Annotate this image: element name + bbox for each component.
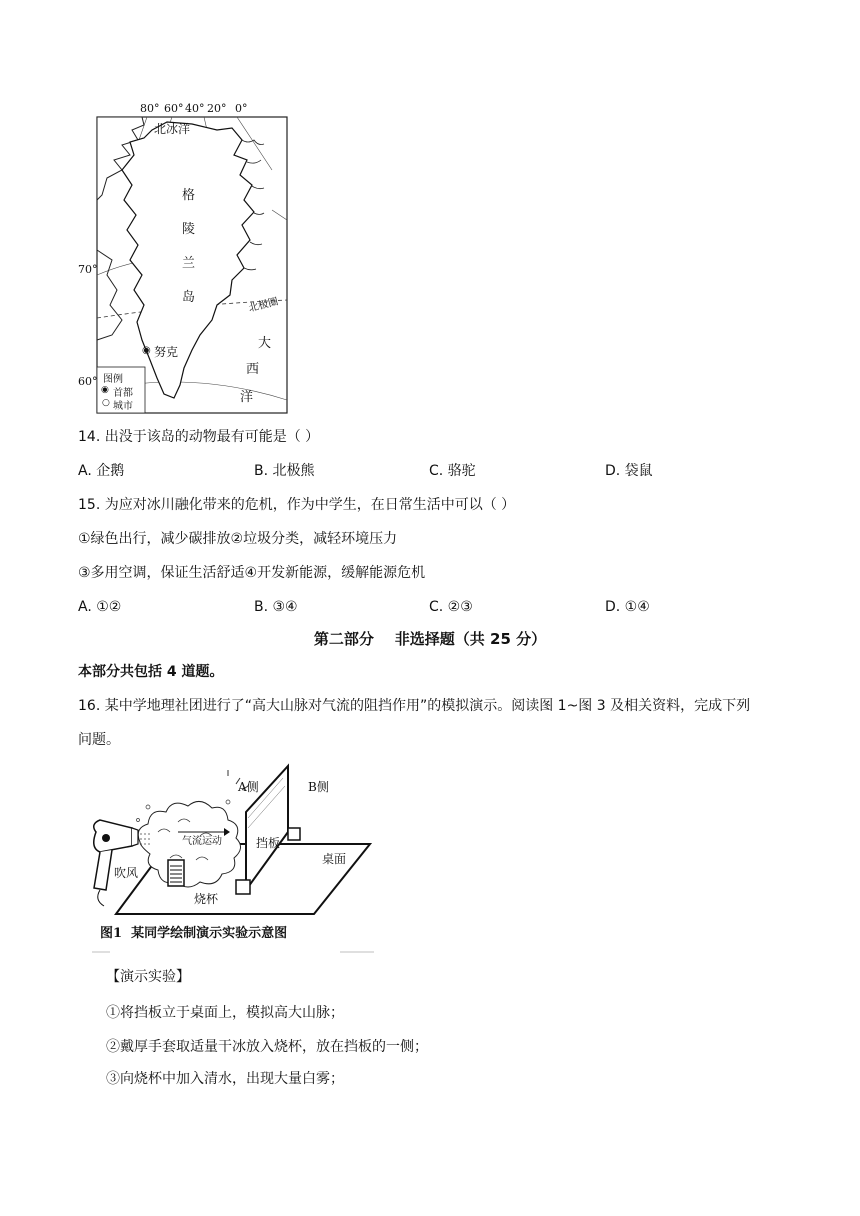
legend-city-icon: ○ (102, 398, 110, 408)
dryer-label: 吹风 (114, 866, 139, 880)
island-char-2: 陵 (182, 222, 196, 237)
figure-1-caption: 图1 某同学绘制演示实验示意图 (100, 926, 288, 941)
capital-dot-icon: ◉ (142, 345, 151, 356)
q16-stem-line1: 16. 某中学地理社团进行了“高大山脉对气流的阻挡作用”的模拟演示。阅读图 1~图 3 及相关资料，完成下列 (78, 698, 751, 714)
lon-label-40: 40° (185, 102, 205, 115)
q14-option-a: A. 企鹅 (78, 463, 125, 479)
q15-option-d: D. ①④ (605, 599, 650, 615)
atlantic-char-1: 大 (258, 336, 272, 351)
demo-step-3: ③向烧杯中加入清水，出现大量白雾； (106, 1071, 344, 1087)
part2-title: 第二部分 非选择题（共 25 分） (313, 630, 547, 648)
legend-capital-icon: ◉ (101, 385, 109, 395)
atlantic-char-2: 西 (246, 362, 260, 377)
lat-label-60: 60° (78, 375, 98, 388)
lon-label-60: 60° (164, 102, 184, 115)
lon-label-20: 20° (207, 102, 227, 115)
q14-option-b: B. 北极熊 (254, 463, 315, 479)
q14-stem: 14. 出没于该岛的动物最有可能是（ ） (78, 429, 320, 445)
board-label: 挡板 (256, 836, 281, 850)
island-char-3: 兰 (182, 256, 196, 271)
legend-title: 图例 (103, 374, 123, 385)
greenland-map (72, 100, 294, 418)
q15-stem: 15. 为应对冰川融化带来的危机，作为中学生，在日常生活中可以（ ） (78, 497, 516, 513)
lon-label-80: 80° (140, 102, 160, 115)
desk-label: 桌面 (322, 852, 347, 866)
part2-intro: 本部分共包括 4 道题。 (78, 664, 224, 680)
q14-option-d: D. 袋鼠 (605, 463, 653, 479)
island-char-4: 岛 (182, 290, 196, 305)
ocean-north-label: 北冰洋 (154, 122, 191, 136)
q15-option-a: A. ①② (78, 599, 122, 615)
atlantic-char-3: 洋 (240, 390, 254, 405)
island-char-1: 格 (182, 188, 196, 203)
figure-1 (78, 762, 378, 957)
legend-city: 城市 (113, 401, 133, 412)
demo-title: 【演示实验】 (106, 969, 190, 985)
legend-capital: 首都 (113, 388, 133, 399)
q14-option-c: C. 骆驼 (429, 463, 476, 479)
q15-option-b: B. ③④ (254, 599, 298, 615)
label-b-side: B侧 (308, 780, 329, 794)
lat-label-70: 70° (78, 263, 98, 276)
lon-label-0: 0° (235, 102, 248, 115)
q15-option-c: C. ②③ (429, 599, 473, 615)
airflow-label: 气流运动 (182, 836, 222, 847)
q15-line1: ①绿色出行，减少碳排放②垃圾分类，减轻环境压力 (78, 531, 398, 547)
arctic-circle-label: 北极圈 (247, 296, 280, 315)
q16-stem-line2: 问题。 (78, 732, 120, 748)
q15-line2: ③多用空调，保证生活舒适④开发新能源，缓解能源危机 (78, 565, 426, 581)
capital-label: 努克 (154, 345, 179, 359)
label-a-side: A侧 (238, 780, 259, 794)
demo-step-2: ②戴厚手套取适量干冰放入烧杯，放在挡板的一侧； (106, 1039, 428, 1055)
beaker-label: 烧杯 (194, 892, 219, 906)
demo-step-1: ①将挡板立于桌面上，模拟高大山脉； (106, 1005, 344, 1021)
